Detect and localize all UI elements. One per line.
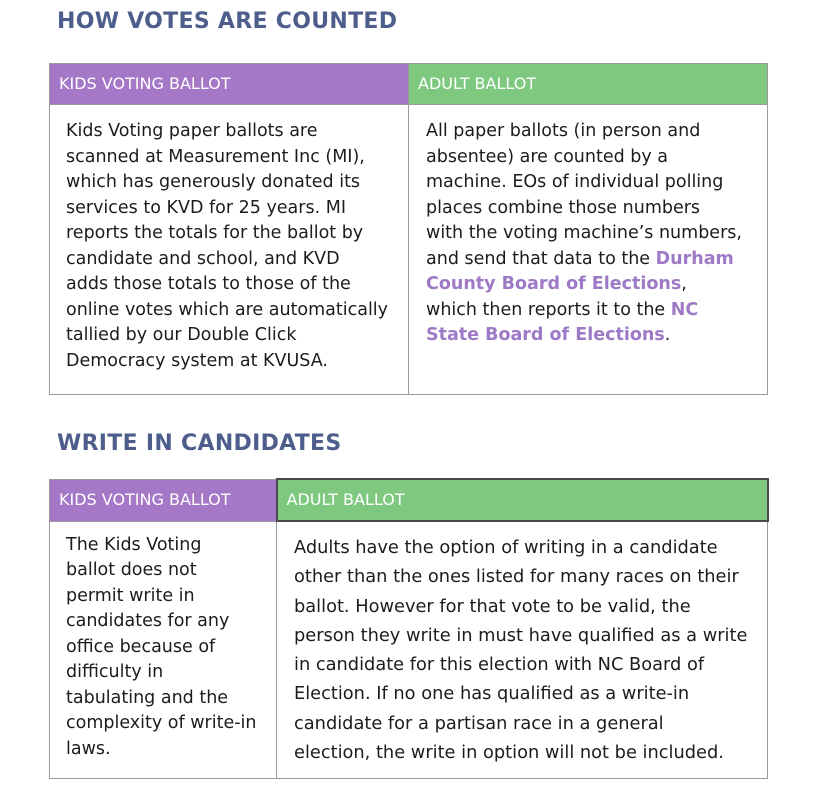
text-line: laws. (66, 738, 111, 759)
text-line: tallied by our Double Click (66, 325, 297, 345)
text-fragment: which then reports it to the (426, 299, 671, 320)
nc-state-board-link[interactable]: NC (670, 299, 699, 320)
write-in-table (49, 478, 769, 779)
text-line (426, 298, 767, 324)
text-line: candidates for any (66, 611, 230, 631)
text-fragment: and send that data to the (426, 248, 656, 269)
adult-ballot-description (409, 105, 768, 395)
text-line: tabulating and the (66, 687, 229, 708)
text-line (426, 247, 767, 273)
adult-ballot-header: ADULT BALLOT (409, 64, 768, 105)
votes-counted-table (49, 63, 768, 395)
text-line: complexity of write-in (66, 713, 257, 733)
text-line: which has generously donated its (66, 172, 361, 192)
text-fragment: . (664, 325, 671, 345)
text-line: scanned at Measurement Inc (MI), (66, 146, 365, 167)
text-line: candidate and school, and KVD (66, 248, 340, 269)
text-line: permit write in (66, 585, 195, 606)
text-line: ballot does not (66, 560, 197, 580)
adult-ballot-header: ADULT BALLOT (277, 479, 768, 521)
text-line (426, 323, 767, 349)
text-line: election, the write in option will not be included. (294, 742, 724, 764)
durham-county-board-link[interactable]: Durham (655, 248, 734, 269)
text-line: absentee) are counted by a (426, 146, 669, 167)
text-line: The Kids Voting (66, 534, 202, 555)
text-line: places combine those numbers (426, 197, 701, 218)
section-title-how-votes-counted: HOW VOTES ARE COUNTED (57, 9, 398, 34)
durham-county-board-link-cont[interactable]: County Board of Elections (426, 274, 682, 294)
text-line: person they write in must have qualified as a write (294, 624, 748, 646)
nc-state-board-link-cont[interactable]: State Board of Elections (426, 325, 665, 345)
section-title-write-in-candidates: WRITE IN CANDIDATES (57, 431, 342, 456)
text-line: other than the ones listed for many races on their (294, 566, 739, 588)
adult-ballot-description (277, 521, 768, 779)
table-body-row (50, 105, 768, 395)
text-line: Kids Voting paper ballots are (66, 121, 318, 141)
text-line: adds those totals to those of the (66, 274, 351, 294)
text-line: office because of (66, 636, 216, 657)
text-line: difficulty in (66, 662, 164, 682)
text-line: Democracy system at KVUSA. (66, 350, 328, 371)
table-body-row (50, 521, 768, 779)
kids-ballot-description (50, 521, 277, 779)
kids-ballot-header: KIDS VOTING BALLOT (50, 64, 409, 105)
text-line: candidate for a partisan race in a general (294, 712, 664, 734)
table-header-row (50, 479, 768, 521)
text-line: Election. If no one has qualified as a write-in (294, 683, 690, 705)
text-line: All paper ballots (in person and (426, 121, 701, 141)
text-line: in candidate for this election with NC Board of (294, 654, 705, 676)
text-line: ballot. However for that vote to be valid, the (294, 595, 691, 617)
kids-ballot-description (50, 105, 409, 395)
text-line: with the voting machine’s numbers, (426, 223, 742, 243)
kids-ballot-header: KIDS VOTING BALLOT (50, 479, 277, 521)
text-line: reports the totals for the ballot by (66, 223, 364, 243)
text-line: machine. EOs of individual polling (426, 172, 724, 192)
text-line: Adults have the option of writing in a candidate (294, 537, 718, 558)
text-fragment: , (681, 274, 687, 294)
text-line: online votes which are automatically (66, 299, 389, 320)
table-header-row (50, 64, 768, 105)
text-line (426, 272, 767, 298)
text-line: services to KVD for 25 years. MI (66, 197, 346, 218)
